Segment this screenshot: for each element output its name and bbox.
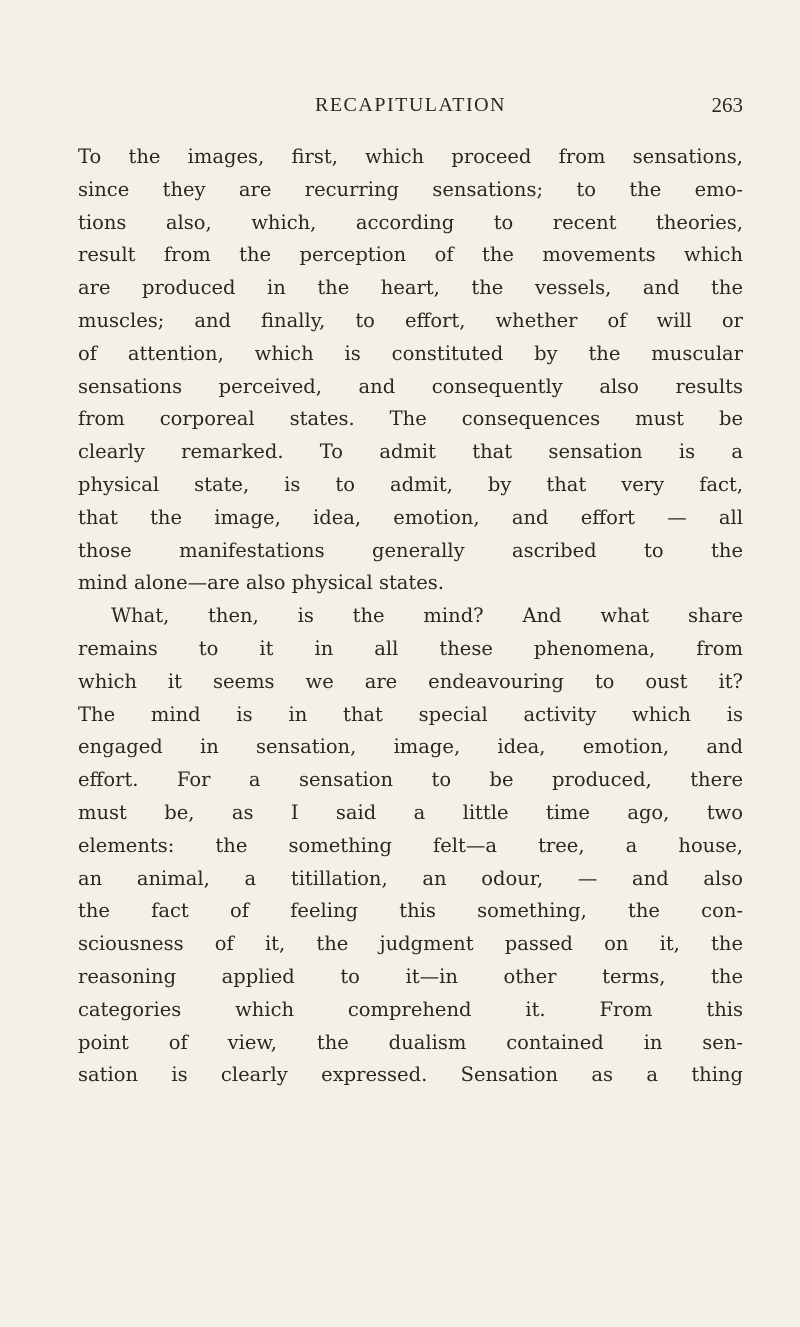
text-line: categories which comprehend it. From this bbox=[78, 997, 743, 1021]
text-line: that the image, idea, emotion, and effort — all bbox=[78, 505, 743, 529]
text-line: since they are recurring sensations; to the emo- bbox=[78, 177, 743, 201]
text-line: result from the perception of the movements which bbox=[78, 243, 743, 267]
running-head-title: RECAPITULATION bbox=[315, 94, 506, 116]
page-number: 263 bbox=[711, 93, 743, 117]
text-line: those manifestations generally ascribed to the bbox=[78, 538, 743, 562]
text-line: The mind is in that special activity which is bbox=[78, 702, 743, 726]
text-line: physical state, is to admit, by that very fact, bbox=[78, 472, 743, 496]
text-line: mind alone—are also physical states. bbox=[78, 571, 444, 595]
text-line: the fact of feeling this something, the con- bbox=[78, 899, 743, 923]
text-line: an animal, a titillation, an odour, — and also bbox=[78, 866, 743, 890]
text-line: engaged in sensation, image, idea, emotion, and bbox=[78, 735, 743, 759]
text-line: clearly remarked. To admit that sensation is a bbox=[78, 440, 743, 464]
text-line: must be, as I said a little time ago, two bbox=[78, 800, 743, 824]
body-text bbox=[78, 141, 743, 1092]
text-line: from corporeal states. The consequences must be bbox=[78, 407, 743, 431]
text-line: of attention, which is constituted by the muscular bbox=[78, 341, 743, 365]
text-line: What, then, is the mind? And what share bbox=[111, 604, 743, 628]
text-line: To the images, first, which proceed from sensations, bbox=[78, 145, 743, 168]
text-line: remains to it in all these phenomena, from bbox=[78, 636, 743, 660]
text-line: are produced in the heart, the vessels, and the bbox=[78, 276, 743, 300]
text-line: reasoning applied to it—in other terms, the bbox=[78, 964, 743, 988]
text-line: tions also, which, according to recent theories, bbox=[78, 210, 743, 234]
text-line: effort. For a sensation to be produced, there bbox=[78, 768, 743, 792]
running-head bbox=[78, 91, 743, 119]
text-line: elements: the something felt—a tree, a house, bbox=[78, 833, 743, 857]
text-line: muscles; and finally, to effort, whether of will or bbox=[78, 308, 743, 332]
text-line: sation is clearly expressed. Sensation as a thing bbox=[78, 1063, 743, 1087]
text-line: sciousness of it, the judgment passed on it, the bbox=[78, 932, 743, 956]
text-line: which it seems we are endeavouring to oust it? bbox=[78, 669, 743, 693]
text-line: point of view, the dualism contained in sen- bbox=[78, 1030, 743, 1054]
text-line: sensations perceived, and consequently also results bbox=[78, 374, 743, 398]
